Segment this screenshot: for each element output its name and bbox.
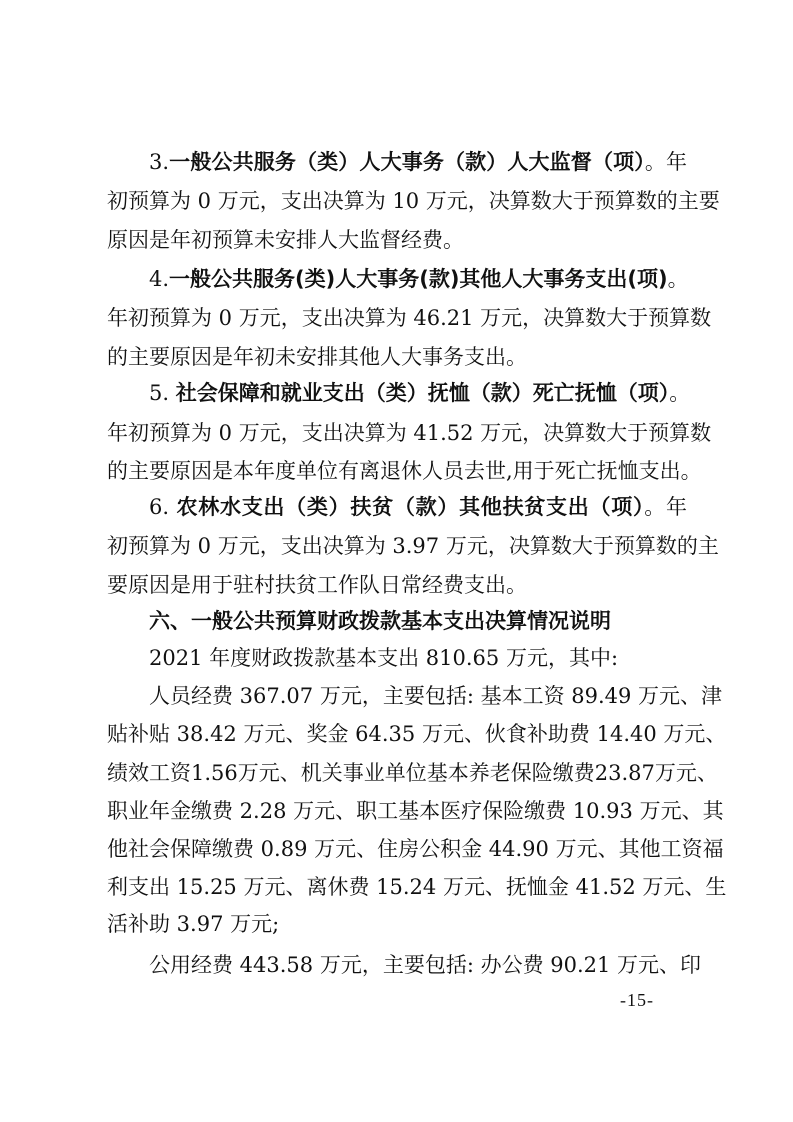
item-3-line-2: 初预算为 0 万元，支出决算为 10 万元，决算数大于预算数的主要 bbox=[107, 189, 720, 213]
item-6-line-2: 初预算为 0 万元，支出决算为 3.97 万元，决算数大于预算数的主 bbox=[107, 534, 719, 558]
item-6-end-mark: 。 bbox=[644, 495, 667, 519]
item-4-line-3: 的主要原因是年初未安排其他人大事务支出。 bbox=[107, 345, 527, 369]
personnel-line-5: 他社会保障缴费 0.89 万元、住房公积金 44.90 万元、其他工资福 bbox=[107, 837, 724, 861]
item-5-line-2: 年初预算为 0 万元，支出决算为 41.52 万元，决算数大于预算数 bbox=[107, 421, 712, 445]
item-6-line-1 bbox=[149, 487, 687, 527]
item-3-number: 3. bbox=[149, 150, 170, 174]
public-line-1: 公用经费 443.58 万元，主要包括: 办公费 90.21 万元、印 bbox=[149, 953, 702, 977]
item-5-number: 5. bbox=[149, 381, 170, 405]
personnel-line-2: 贴补贴 38.42 万元、奖金 64.35 万元、伙食补助费 14.40 万元、 bbox=[107, 722, 727, 746]
item-5-line-3: 的主要原因是本年度单位有离退休人员去世,用于死亡抚恤支出。 bbox=[107, 459, 702, 483]
page-number: -15- bbox=[620, 990, 654, 1010]
personnel-line-7: 活补助 3.97 万元; bbox=[107, 912, 280, 936]
item-3-line-1-tail: 年 bbox=[666, 150, 688, 174]
item-4-end-mark: 。 bbox=[667, 267, 689, 291]
item-4-number: 4. bbox=[149, 267, 170, 291]
item-3-line-3: 原因是年初预算未安排人大监督经费。 bbox=[107, 228, 464, 252]
item-3-line-1 bbox=[149, 142, 687, 182]
item-6-number: 6. bbox=[149, 495, 170, 519]
summary-line: 2021 年度财政拨款基本支出 810.65 万元，其中: bbox=[149, 646, 619, 670]
item-6-line-1-tail: 年 bbox=[666, 495, 688, 519]
personnel-line-6: 利支出 15.25 万元、离休费 15.24 万元、抚恤金 41.52 万元、生 bbox=[107, 875, 727, 899]
item-6-line-3: 要原因是用于驻村扶贫工作队日常经费支出。 bbox=[107, 573, 527, 597]
personnel-line-1: 人员经费 367.07 万元，主要包括: 基本工资 89.49 万元、津 bbox=[149, 684, 723, 708]
item-6-title: 农林水支出（类）扶贫（款）其他扶贫支出（项） bbox=[176, 495, 645, 519]
section-heading: 六、一般公共预算财政拨款基本支出决算情况说明 bbox=[149, 609, 611, 633]
item-4-line-2: 年初预算为 0 万元，支出决算为 46.21 万元，决算数大于预算数 bbox=[107, 306, 712, 330]
personnel-line-4: 职业年金缴费 2.28 万元、职工基本医疗保险缴费 10.93 万元、其 bbox=[107, 799, 724, 823]
item-5-line-1 bbox=[149, 373, 691, 413]
item-3-end-mark: 。 bbox=[644, 150, 667, 174]
item-5-title: 社会保障和就业支出（类）抚恤（款）死亡抚恤（项） bbox=[175, 381, 670, 405]
item-5-end-mark: 。 bbox=[669, 381, 691, 405]
item-4-title: 一般公共服务(类)人大事务(款)其他人大事务支出(项) bbox=[169, 267, 668, 291]
item-3-title: 一般公共服务（类）人大事务（款）人大监督（项） bbox=[169, 150, 645, 174]
item-4-line-1 bbox=[149, 259, 687, 299]
personnel-line-3: 绩效工资1.56万元、机关事业单位基本养老保险缴费23.87万元、 bbox=[107, 761, 718, 785]
